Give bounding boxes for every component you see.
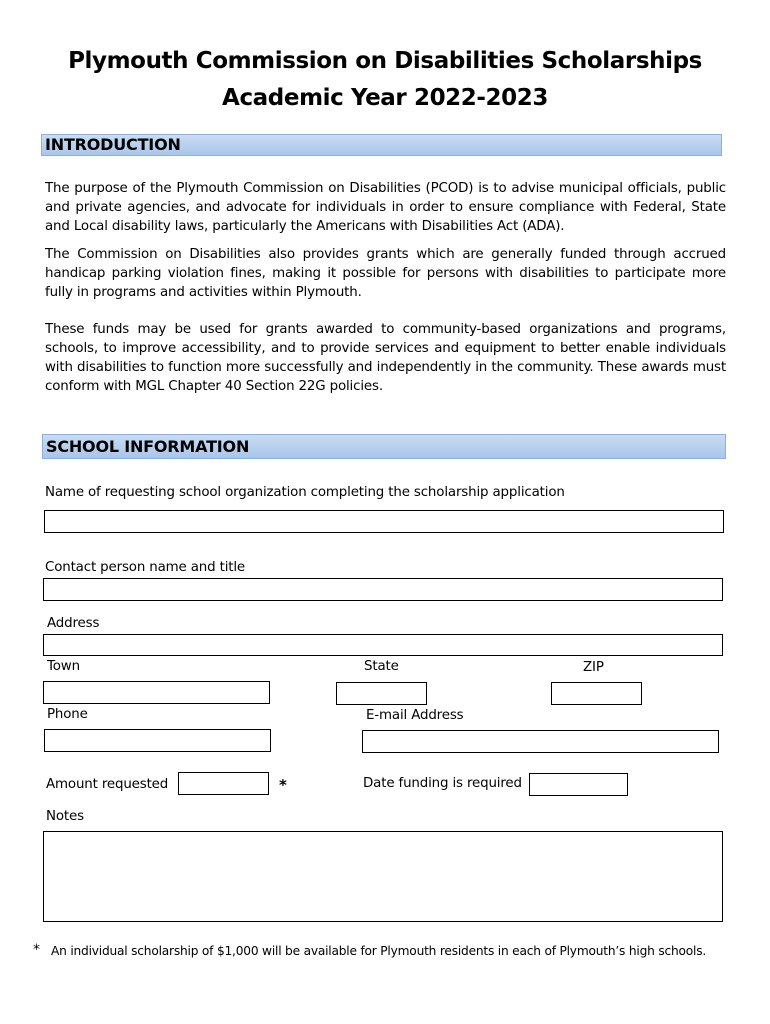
zip-field[interactable]	[551, 682, 642, 705]
state-label: State	[364, 659, 399, 674]
section-heading-school-information: SCHOOL INFORMATION	[42, 434, 726, 459]
amount-label: Amount requested	[46, 777, 169, 792]
town-label: Town	[47, 659, 80, 674]
intro-paragraph-2: The Commission on Disabilities also provides grants which are generally funded through accrued handicap parking violation fines, making it possible for persons with disabilities to participate more fully in programs and activities within Plymouth.	[45, 247, 726, 300]
page-title-line2: Academic Year 2022-2023	[222, 85, 548, 111]
amount-field[interactable]	[178, 772, 269, 795]
section-heading-introduction: INTRODUCTION	[41, 134, 722, 156]
contact-field[interactable]	[43, 578, 723, 601]
school-name-field[interactable]	[44, 510, 724, 533]
date-required-label: Date funding is required	[363, 776, 522, 791]
phone-field[interactable]	[44, 729, 271, 752]
zip-label: ZIP	[583, 660, 604, 675]
town-field[interactable]	[43, 681, 270, 704]
state-field[interactable]	[336, 682, 427, 705]
page-title-line1: Plymouth Commission on Disabilities Scholarships	[68, 48, 702, 74]
notes-label: Notes	[46, 809, 84, 824]
footnote-marker: *	[33, 942, 40, 958]
amount-asterisk: *	[279, 776, 287, 794]
notes-field[interactable]	[43, 831, 723, 922]
email-field[interactable]	[362, 730, 719, 753]
phone-label: Phone	[47, 707, 88, 722]
intro-paragraph-1: The purpose of the Plymouth Commission on Disabilities (PCOD) is to advise municipal officials, public and private agencies, and advocate for individuals in order to ensure compliance with Federal, State and Local disability laws, particularly the Americans with Disabilities Act (ADA).	[45, 181, 726, 234]
date-required-field[interactable]	[529, 773, 628, 796]
address-label: Address	[47, 616, 100, 631]
contact-label: Contact person name and title	[45, 560, 246, 575]
address-field[interactable]	[43, 634, 723, 656]
school-name-label: Name of requesting school organization completing the scholarship application	[45, 485, 565, 500]
intro-paragraph-3: These funds may be used for grants awarded to community-based organizations and programs, schools, to improve accessibility, and to provide services and equipment to better enable individuals with disabilities to function more successfully and independently in the community. These awards must conform with MGL Chapter 40 Section 22G policies.	[45, 322, 726, 394]
email-label: E-mail Address	[366, 708, 464, 723]
footnote-text: An individual scholarship of $1,000 will be available for Plymouth residents in each of Plymouth’s high schools.	[51, 944, 707, 958]
